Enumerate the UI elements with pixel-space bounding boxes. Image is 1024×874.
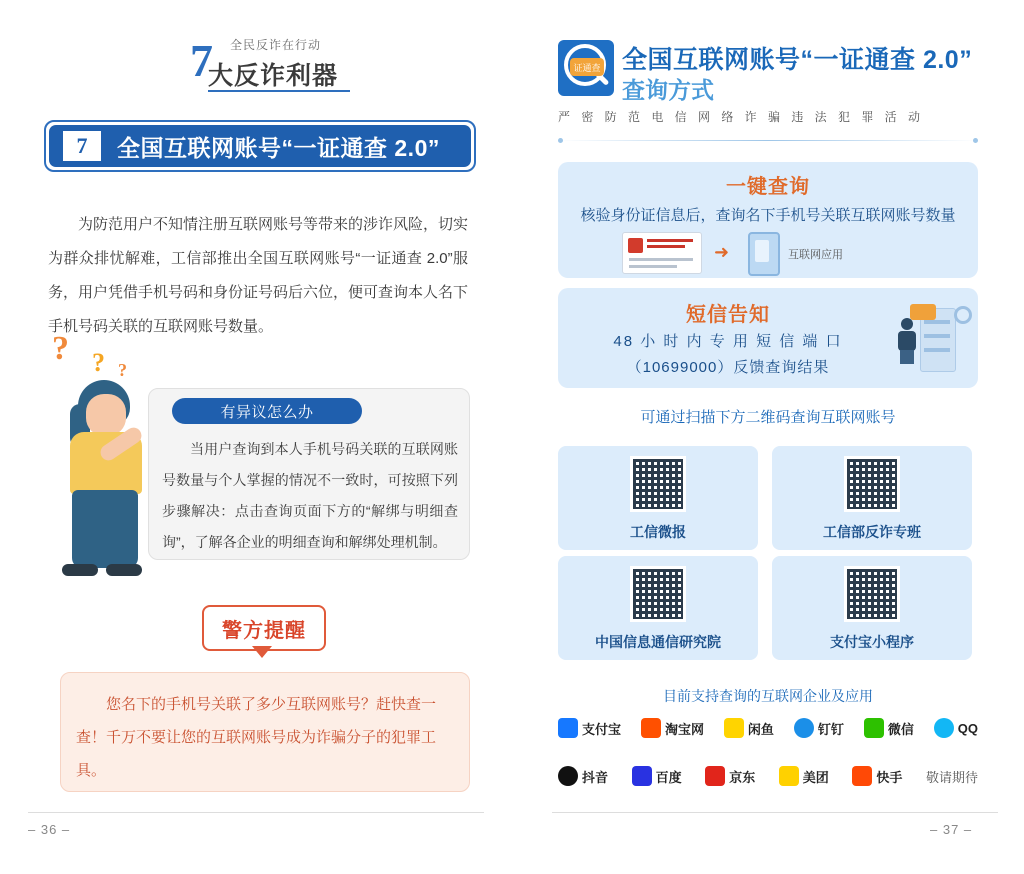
app-logo-item (632, 766, 682, 786)
app-logo-label: 淘宝网 (664, 721, 704, 737)
section-title-inner (49, 125, 471, 167)
qr-code-icon[interactable] (630, 456, 686, 512)
smartphone-icon (748, 232, 780, 276)
gear-icon (954, 306, 972, 324)
brand-seven-numeral: 7 (190, 35, 213, 86)
qr-card-label: 工信部反诈专班 (823, 524, 921, 540)
taobao-icon (641, 718, 661, 738)
qr-section-hint: 可通过扫描下方二维码查询互联网账号 (640, 409, 896, 426)
dingtalk-icon (794, 718, 814, 738)
app-logo-item (705, 766, 755, 786)
warning-card-text: 您名下的手机号关联了多少互联网账号？赶快查一查！千万不要让您的互联网账号成为诈骗分子的犯罪工具。 (76, 696, 437, 779)
person-icon (896, 318, 918, 364)
person-face (86, 394, 126, 436)
baidu-icon (632, 766, 652, 786)
app-logo-item (779, 766, 829, 786)
id-card-emblem (628, 238, 643, 253)
qr-code-icon[interactable] (844, 566, 900, 622)
police-tip-badge: 警方提醒 (202, 605, 326, 651)
app-logo-label: 快手 (876, 769, 903, 785)
qq-icon (934, 718, 954, 738)
phone-screen (755, 240, 769, 262)
jd-icon (705, 766, 725, 786)
qr-card[interactable] (558, 446, 758, 550)
app-logo-label: QQ (957, 720, 978, 736)
app-logo-label: 钉钉 (817, 721, 844, 737)
id-card-line (647, 245, 685, 248)
douyin-icon (558, 766, 578, 786)
body-paragraph: 为防范用户不知情注册互联网账号等带来的涉诈风险，切实为群众排忧解难，工信部推出全国互联网账号“一证通查 2.0”服务，用户凭借手机号码和身份证号码后六位，便可查询本人名下手机号码关联的互联网账号数量。 (48, 216, 469, 335)
brand-tagline: 全民反诈在行动 (230, 38, 322, 52)
question-mark-icon: ? (52, 330, 69, 367)
app-logo-item (864, 718, 914, 738)
alipay-icon (558, 718, 578, 738)
brand-title: 大反诈利器 (208, 63, 339, 90)
app-logo-label: 抖音 (582, 769, 609, 785)
qr-card[interactable] (772, 446, 972, 550)
message-bubble-icon (910, 304, 936, 320)
logo-badge-label: 证通查 (570, 58, 604, 76)
brand-underline (208, 90, 350, 92)
right-page-slogan: 严 密 防 范 电 信 网 络 诈 骗 违 法 犯 罪 活 动 (558, 110, 925, 124)
app-logo-label: 微信 (887, 721, 914, 737)
note-card-text: 当用户查询到本人手机号码关联的互联网账号数量与个人掌握的情况不一致时，可按照下列步骤解决：点击查询页面下方的“解绑与明细查询”，了解各企业的明细查询和解绑处理机制。 (162, 441, 458, 550)
right-page-title: 全国互联网账号“一证通查 2.0” (622, 46, 973, 74)
app-logo-label: 京东 (729, 769, 756, 785)
qr-code-icon[interactable] (844, 456, 900, 512)
police-tip-arrow-icon (252, 646, 272, 658)
one-key-query-title: 一键查询 (726, 176, 810, 198)
app-logo-label: 百度 (655, 769, 682, 785)
sms-notice-line2: （10699000）反馈查询结果 (626, 359, 830, 376)
one-key-query-text: 核验身份证信息后，查询名下手机号关联互联网账号数量 (580, 207, 956, 224)
flow-label: 互联网应用 (788, 249, 843, 261)
qr-card[interactable] (558, 556, 758, 660)
qr-card-label: 支付宝小程序 (830, 634, 914, 650)
brand-mark (190, 36, 350, 92)
person-shoe (106, 564, 142, 576)
section-title-text: 全国互联网账号“一证通查 2.0” (117, 134, 440, 161)
question-mark-icon: ? (118, 360, 127, 380)
app-logo-item (558, 766, 608, 786)
app-logo-item (558, 718, 621, 738)
section-number: 7 (63, 131, 101, 161)
server-line (924, 320, 950, 324)
supported-apps-row-2 (558, 766, 978, 786)
wechat-icon (864, 718, 884, 738)
left-page-rule (28, 812, 484, 813)
meituan-icon (779, 766, 799, 786)
right-page-subtitle: 查询方式 (622, 77, 714, 103)
question-mark-icon: ? (92, 348, 105, 377)
app-logo-item (724, 718, 774, 738)
left-page-number: – 36 – (28, 822, 71, 837)
server-line (924, 348, 950, 352)
server-line (924, 334, 950, 338)
app-logo-label: 闲鱼 (747, 721, 774, 737)
supported-apps-hint: 目前支持查询的互联网企业及应用 (663, 688, 873, 704)
id-card-line (647, 239, 693, 242)
arrow-right-icon: ➜ (714, 242, 730, 262)
id-card-icon (622, 232, 702, 274)
app-logo-item (852, 766, 902, 786)
section-title-banner (44, 120, 476, 172)
id-card-line (629, 258, 693, 261)
person-body (898, 331, 916, 351)
supported-apps-row-1 (558, 718, 978, 738)
qr-card-label: 中国信息通信研究院 (595, 634, 721, 650)
app-logo-item (641, 718, 704, 738)
sms-notice-line1: 48 小 时 内 专 用 短 信 端 口 (613, 333, 843, 350)
right-page-number: – 37 – (930, 822, 973, 837)
kuaishou-icon (852, 766, 872, 786)
divider (558, 140, 978, 141)
note-card-heading: 有异议怎么办 (172, 398, 362, 424)
qr-card[interactable] (772, 556, 972, 660)
qr-card-label: 工信微报 (630, 524, 686, 540)
search-icon (558, 40, 614, 96)
app-logo-label: 支付宝 (582, 721, 622, 737)
app-logo-item (934, 718, 978, 738)
person-shoe (62, 564, 98, 576)
sms-notice-title: 短信告知 (686, 304, 770, 326)
app-logo-label: 敬请期待 (925, 769, 978, 785)
right-page (512, 0, 1024, 874)
id-card-line (629, 265, 677, 268)
person-leg (900, 350, 914, 364)
one-key-query-flow (622, 232, 922, 272)
right-page-rule (552, 812, 998, 813)
app-logo-item (926, 767, 978, 786)
app-logo-item (794, 718, 844, 738)
xianyu-icon (724, 718, 744, 738)
sms-illustration (892, 298, 972, 380)
person-legs (72, 490, 138, 568)
qr-code-icon[interactable] (630, 566, 686, 622)
app-logo-label: 美团 (802, 769, 829, 785)
